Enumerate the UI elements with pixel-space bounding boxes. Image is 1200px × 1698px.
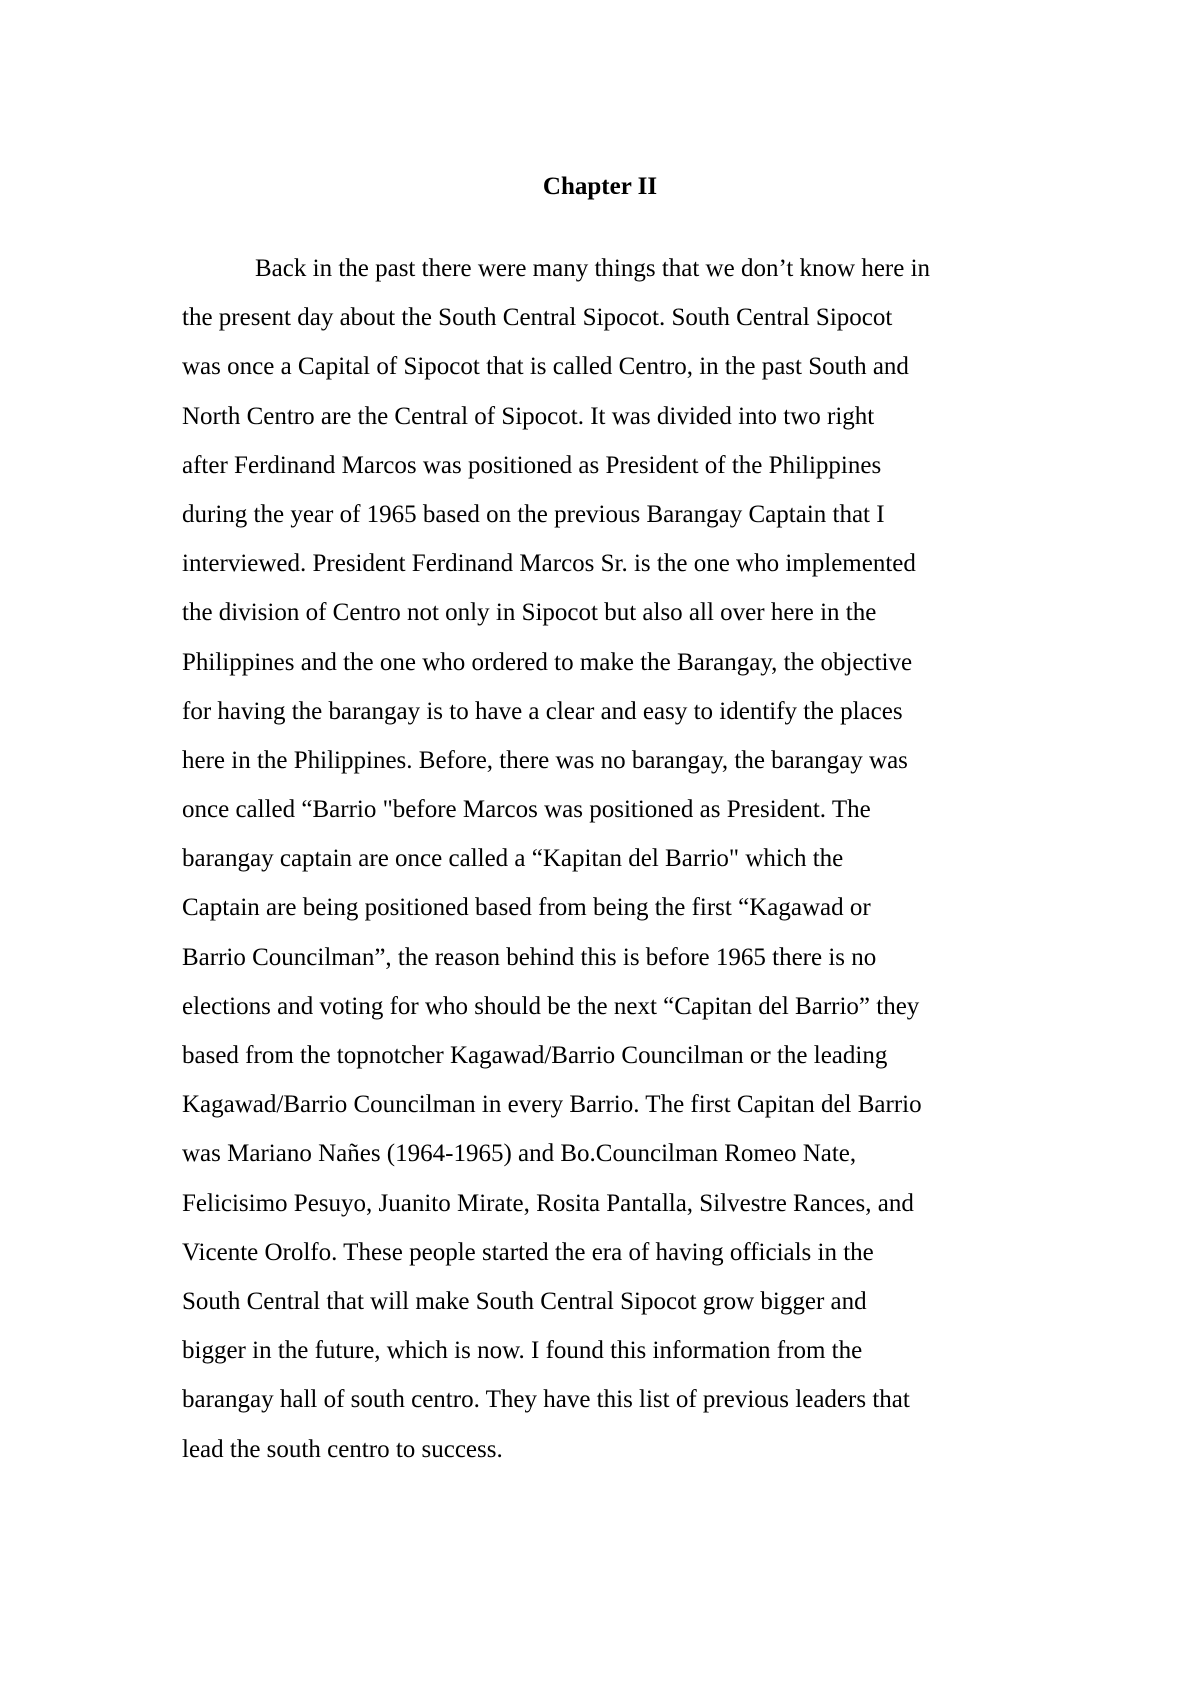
- paragraph-line: Kagawad/Barrio Councilman in every Barrio. The first Capitan del Barrio: [182, 1091, 922, 1119]
- paragraph-line: based from the topnotcher Kagawad/Barrio Councilman or the leading: [182, 1042, 888, 1069]
- paragraph-line: after Ferdinand Marcos was positioned as President of the Philippines: [182, 451, 882, 479]
- paragraph-line: North Centro are the Central of Sipocot. It was divided into two right: [182, 402, 875, 430]
- paragraph-line: was Mariano Nañes (1964-1965) and Bo.Councilman Romeo Nate,: [182, 1140, 857, 1168]
- paragraph-line: Barrio Councilman”, the reason behind this is before 1965 there is no: [182, 943, 877, 971]
- paragraph-line: elections and voting for who should be the next “Capitan del Barrio” they: [182, 992, 920, 1020]
- paragraph-line: for having the barangay is to have a clear and easy to identify the places: [182, 697, 903, 725]
- paragraph-line: Back in the past there were many things that we don’t know here in: [255, 255, 931, 282]
- paragraph-line: South Central that will make South Central Sipocot grow bigger and: [182, 1287, 867, 1315]
- chapter-paragraph: [182, 244, 1022, 1474]
- paragraph-line: the division of Centro not only in Sipocot but also all over here in the: [182, 599, 877, 627]
- paragraph-line: here in the Philippines. Before, there was no barangay, the barangay was: [182, 746, 908, 774]
- paragraph-line: Philippines and the one who ordered to make the Barangay, the objective: [182, 648, 913, 676]
- paragraph-line: barangay hall of south centro. They have this list of previous leaders that: [182, 1386, 910, 1414]
- paragraph-line: during the year of 1965 based on the previous Barangay Captain that I: [182, 500, 885, 528]
- paragraph-line: was once a Capital of Sipocot that is called Centro, in the past South and: [182, 353, 909, 381]
- paragraph-line: interviewed. President Ferdinand Marcos Sr. is the one who implemented: [182, 550, 916, 578]
- paragraph-line: lead the south centro to success.: [182, 1435, 503, 1463]
- chapter-title: Chapter II: [542, 173, 658, 200]
- paragraph-line: once called “Barrio "before Marcos was positioned as President. The: [182, 796, 871, 824]
- paragraph-line: bigger in the future, which is now. I found this information from the: [182, 1337, 863, 1365]
- paragraph-line: Felicisimo Pesuyo, Juanito Mirate, Rosita Pantalla, Silvestre Rances, and: [182, 1189, 914, 1217]
- paragraph-line: barangay captain are once called a “Kapitan del Barrio" which the: [182, 845, 844, 873]
- paragraph-line: Vicente Orolfo. These people started the era of having officials in the: [182, 1238, 874, 1266]
- paragraph-line: Captain are being positioned based from being the first “Kagawad or: [182, 894, 871, 922]
- paragraph-line: the present day about the South Central Sipocot. South Central Sipocot: [182, 304, 893, 332]
